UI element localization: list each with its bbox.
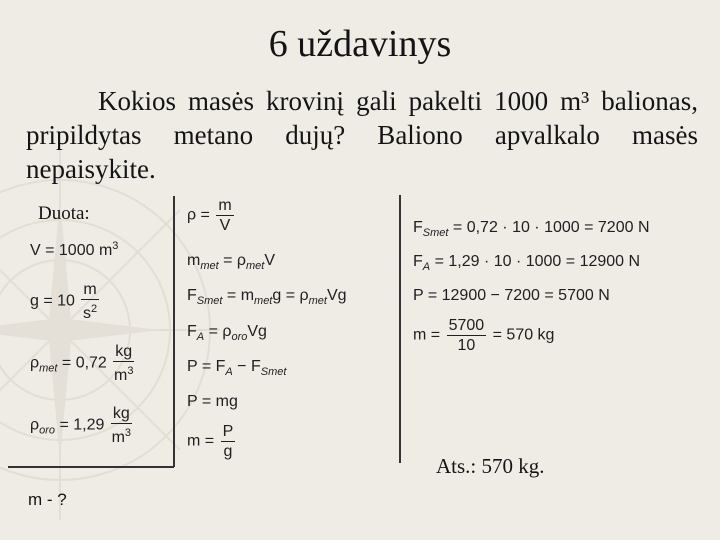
solution-divider [399, 195, 401, 463]
formula-weight: P = mg [187, 393, 238, 410]
solution-lift-force: P = 12900 − 7200 = 5700 N [413, 287, 610, 304]
problem-text: Kokios masės krovinį gali pakelti 1000 m³ balionas, pripildytas metano dujų? Baliono apvalkalo masės nepaisykite. [26, 86, 698, 184]
problem-statement [26, 84, 698, 186]
formula-buoyant-force: $F_A = \rho_{oro}Vg$ [187, 323, 267, 343]
formula-methane-mass: $m_{met} = \rho_{met}V$ [187, 252, 276, 272]
final-answer: Ats.: 570 kg. [436, 454, 545, 478]
given-air-density: $\rho_{oro} = 1,29$ $\frac{kg}{m^3}$ [30, 405, 132, 446]
given-gravity: g = 10 $\frac{m}{s^2}$ [30, 281, 98, 322]
solution-mass: m = $\frac{5700}{10}$ = 570 kg [413, 317, 555, 354]
formula-density: ρ = $\frac{m}{V}$ [187, 197, 232, 234]
slide-title: 6 uždavinys [268, 23, 452, 65]
formula-lift-force: $P = F_A - F_{Smet}$ [187, 358, 287, 378]
solution-methane-weight: $F_{Smet} = 0,72 \cdot 10 \cdot 1000 = 7200$ N [413, 219, 650, 239]
given-methane-density: $\rho_{met} = 0,72$ $\frac{kg}{m^3}$ [30, 343, 134, 384]
solution-buoyant-force: $F_A = 1,29 \cdot 10 \cdot 1000 = 12900$ N [413, 253, 641, 273]
given-divider [173, 196, 175, 467]
formula-methane-weight: $F_{Smet} = m_{met}g = \rho_{met}Vg$ [187, 287, 347, 307]
formula-mass: m = $\frac{P}{g}$ [187, 423, 234, 460]
given-volume: V = 1000 $m^3$ [30, 240, 119, 259]
unknown-quantity: m - ? [28, 490, 67, 509]
given-label: Duota: [38, 203, 90, 224]
given-underline [8, 466, 174, 468]
